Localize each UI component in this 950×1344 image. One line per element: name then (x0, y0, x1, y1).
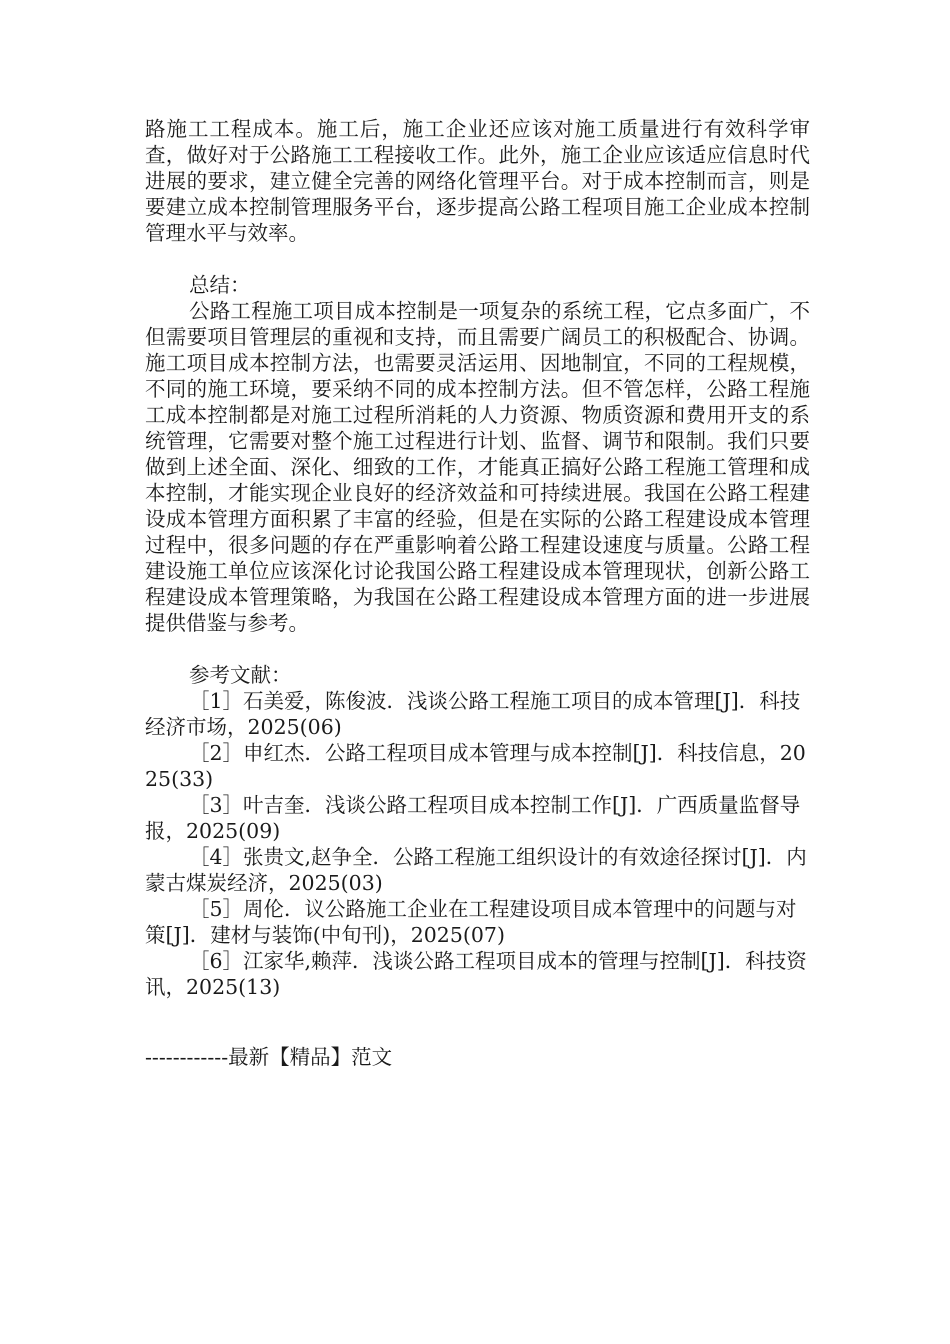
reference-item-1: ［1］石美爱，陈俊波．浅谈公路工程施工项目的成本管理[J]．科技经济市场，2025(06) (145, 689, 801, 739)
reference-item-4: ［4］张贵文,赵争全．公路工程施工组织设计的有效途径探讨[J]．内蒙古煤炭经济，2025(03) (145, 845, 807, 895)
footer-banner: ------------最新【精品】范文 (145, 1045, 393, 1069)
reference-item-6: ［6］江家华,赖萍．浅谈公路工程项目成本的管理与控制[J]．科技资讯，2025(13) (145, 949, 807, 999)
body-paragraph-continued: 路施工工程成本。施工后，施工企业还应该对施工质量进行有效科学审查，做好对于公路施工工程接收工作。此外，施工企业应该适应信息时代进展的要求，建立健全完善的网络化管理平台。对于成本控制而言，则是要建立成本控制管理服务平台，逐步提高公路工程项目施工企业成本控制管理水平与效率。 (145, 117, 810, 245)
references-heading: 参考文献： (189, 663, 292, 687)
summary-paragraph: 公路工程施工项目成本控制是一项复杂的系统工程，它点多面广，不但需要项目管理层的重视和支持，而且需要广阔员工的积极配合、协调。施工项目成本控制方法，也需要灵活运用、因地制宜，不同的工程规模，不同的施工环境，要采纳不同的成本控制方法。但不管怎样，公路工程施工成本控制都是对施工过程所消耗的人力资源、物质资源和费用开支的系统管理，它需要对整个施工过程进行计划、监督、调节和限制。我们只要做到上述全面、深化、细致的工作，才能真正搞好公路工程施工管理和成本控制，才能实现企业良好的经济效益和可持续进展。我国在公路工程建设成本管理方面积累了丰富的经验，但是在实际的公路工程建设成本管理过程中，很多问题的存在严重影响着公路工程建设速度与质量。公路工程建设施工单位应该深化讨论我国公路工程建设成本管理现状，创新公路工程建设成本管理策略，为我国在公路工程建设成本管理方面的进一步进展提供借鉴与参考。 (145, 299, 810, 635)
reference-item-5: ［5］周伦．议公路施工企业在工程建设项目成本管理中的问题与对策[J]．建材与装饰(中旬刊)，2025(07) (145, 897, 797, 947)
document-body (145, 116, 810, 1000)
summary-heading: 总结： (189, 273, 251, 297)
reference-item-3: ［3］叶吉奎．浅谈公路工程项目成本控制工作[J]．广西质量监督导报，2025(09) (145, 793, 801, 843)
paragraph-gap (145, 636, 810, 662)
reference-item-2: ［2］申红杰．公路工程项目成本管理与成本控制[J]．科技信息，2025(33) (145, 741, 806, 791)
reference-list (145, 688, 810, 1000)
paragraph-gap (145, 246, 810, 272)
